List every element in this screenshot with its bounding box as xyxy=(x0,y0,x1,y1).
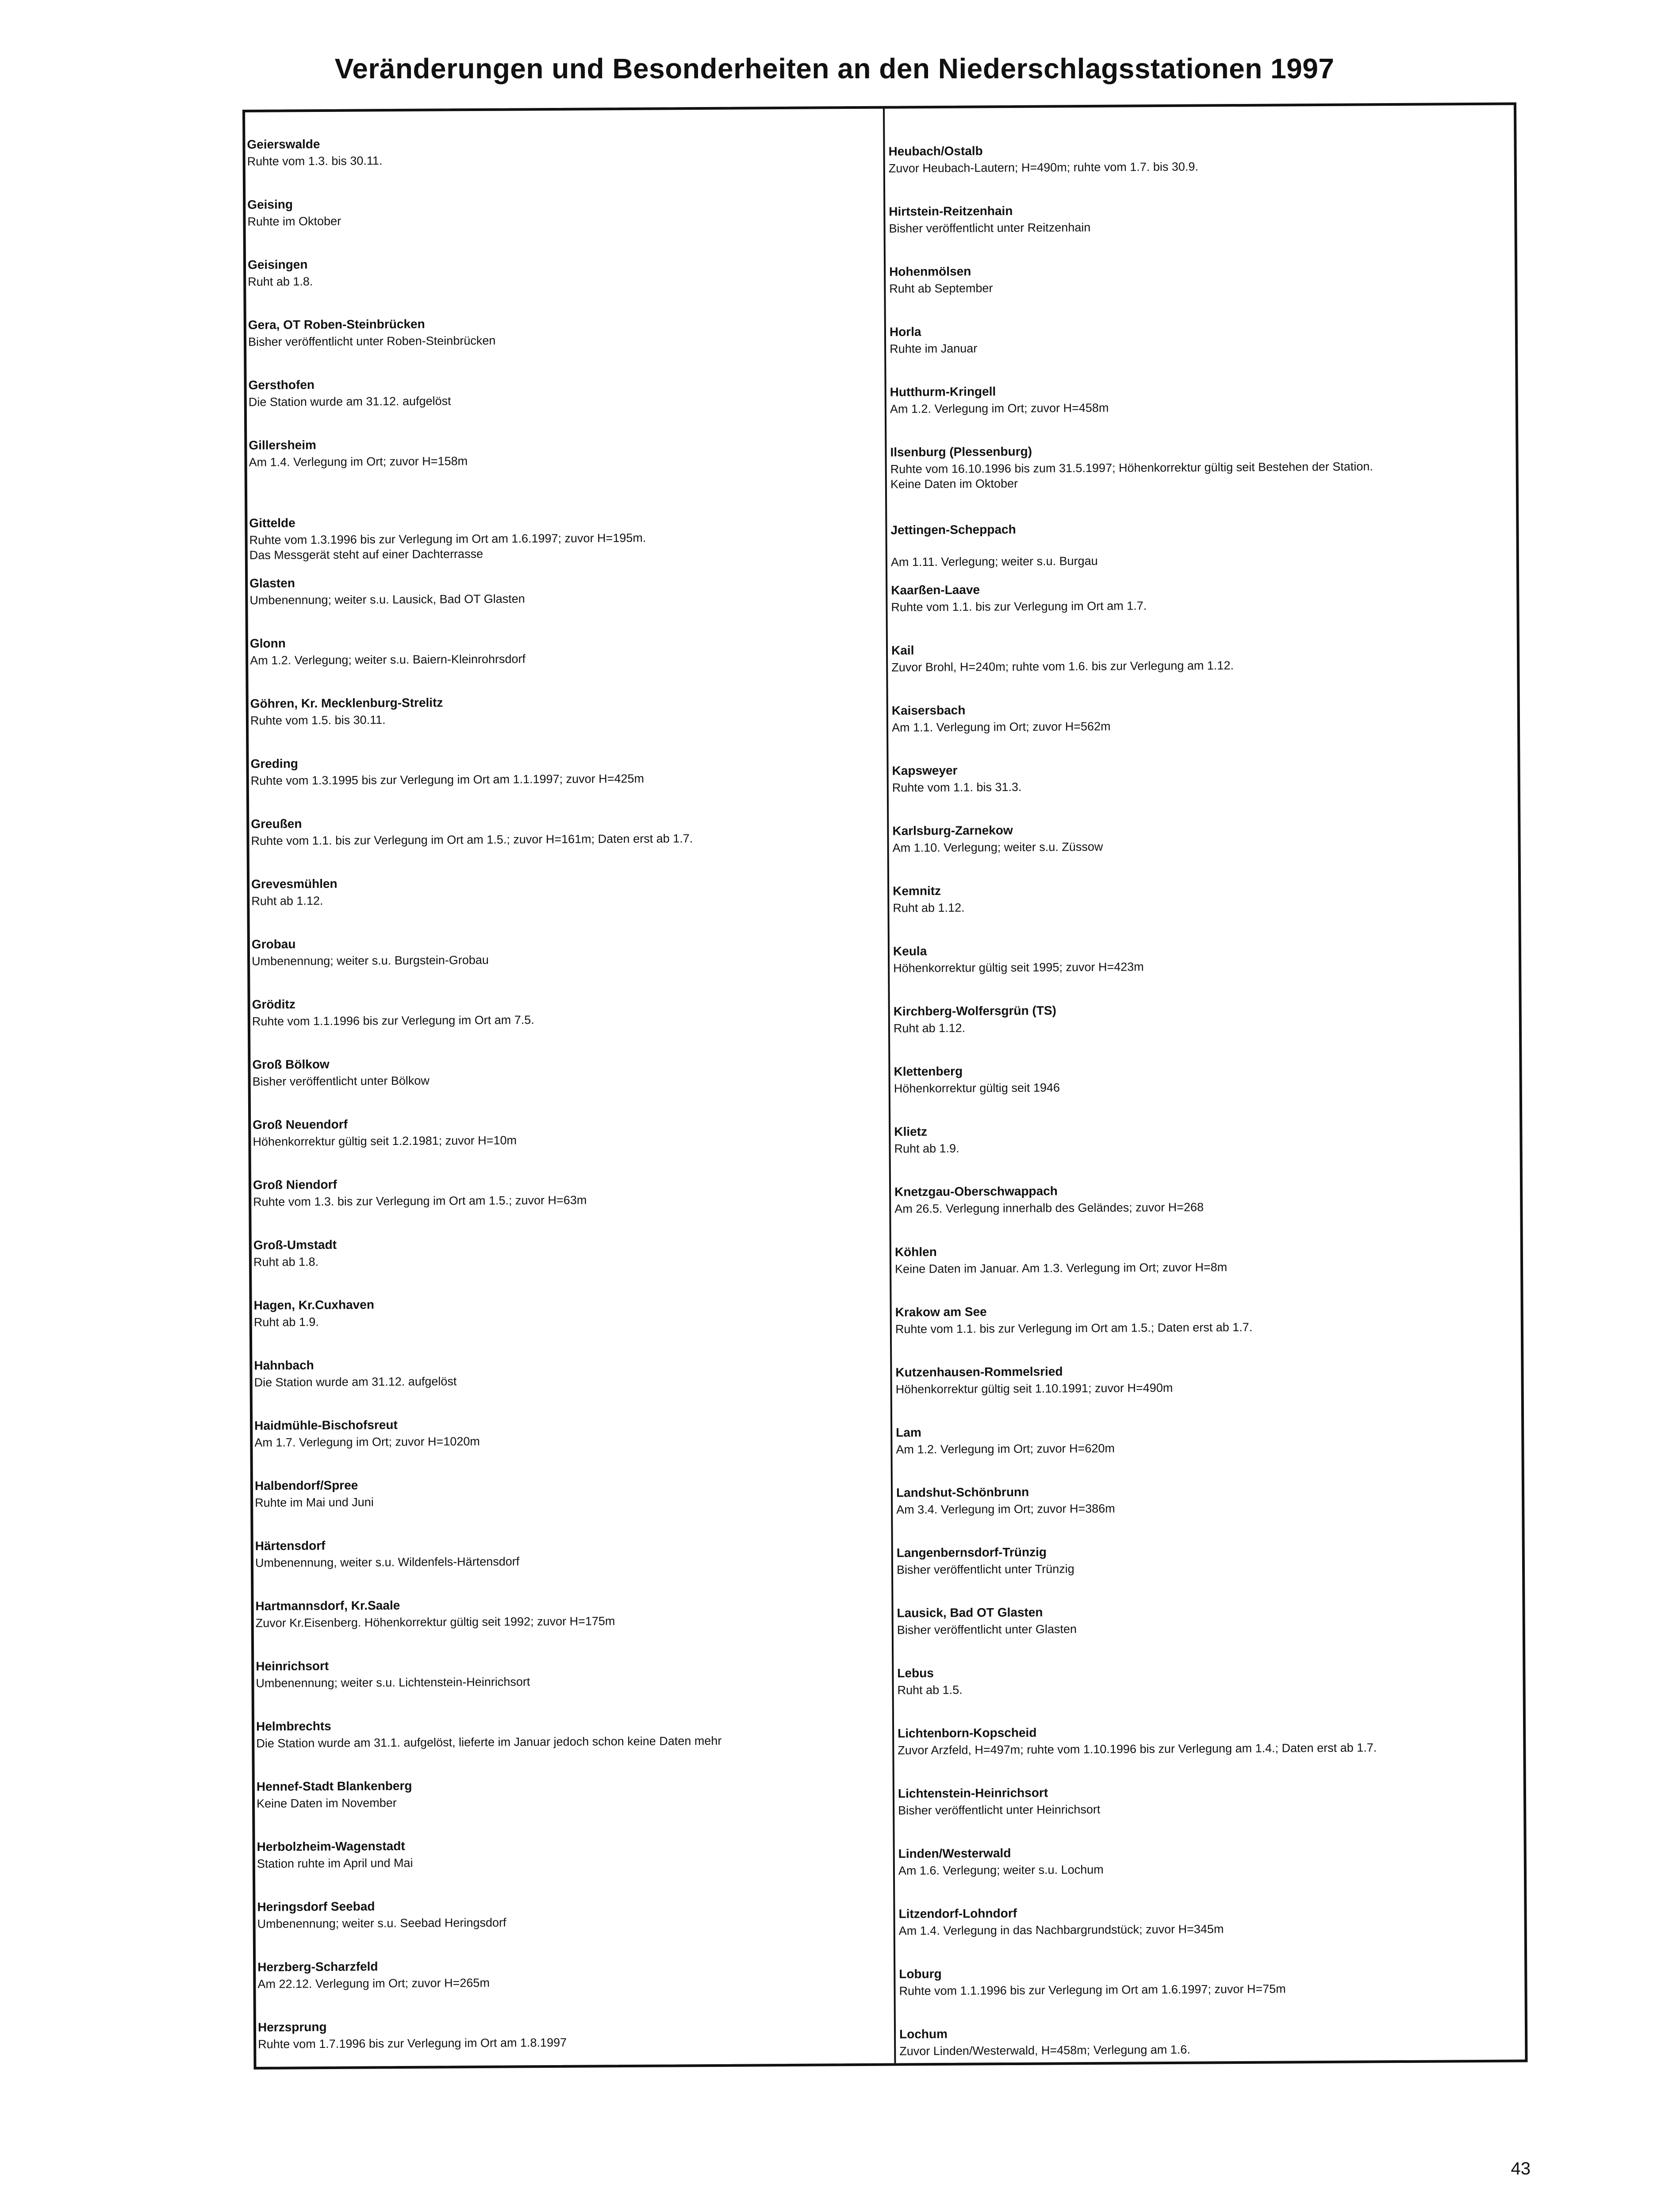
station-note: Am 1.2. Verlegung im Ort; zuvor H=620m xyxy=(896,1441,1115,1456)
station-name: Kaarßen-Laave xyxy=(891,583,980,597)
station-name: Geising xyxy=(247,197,293,211)
station-note: Am 1.7. Verlegung im Ort; zuvor H=1020m xyxy=(254,1434,480,1449)
station-name: Linden/Westerwald xyxy=(898,1846,1011,1861)
station-name: Jettingen-Scheppach xyxy=(890,522,1016,537)
station-entry xyxy=(898,1720,1523,1784)
station-note: Ruht ab 1.8. xyxy=(248,275,313,288)
station-entry xyxy=(890,439,1516,521)
station-name: Heinrichsort xyxy=(256,1659,329,1673)
station-note: Zuvor Arzfeld, H=497m; ruhte vom 1.10.1996 bis zur Verlegung am 1.4.; Daten erst ab 1.7. xyxy=(898,1741,1377,1757)
station-entry xyxy=(890,517,1516,581)
station-note: Bisher veröffentlicht unter Trünzig xyxy=(896,1562,1074,1577)
station-entry xyxy=(256,1714,892,1778)
station-entry xyxy=(890,379,1516,443)
station-entry xyxy=(894,1119,1520,1183)
station-note: Am 3.4. Verlegung im Ort; zuvor H=386m xyxy=(896,1502,1115,1517)
station-entry xyxy=(890,319,1516,383)
station-note: Ruhte vom 16.10.1996 bis zum 31.5.1997; Höhenkorrektur gültig seit Bestehen der Station. Keine Daten im Oktober xyxy=(890,460,1373,491)
station-name: Hagen, Kr.Cuxhaven xyxy=(253,1298,374,1312)
station-name: Hartmannsdorf, Kr.Saale xyxy=(255,1598,400,1613)
station-note: Ruhte vom 1.3.1996 bis zur Verlegung im Ort am 1.6.1997; zuvor H=195m. Das Messgerät steht auf einer Dachterrasse xyxy=(249,531,646,562)
station-entry xyxy=(895,1359,1521,1423)
station-name: Gera, OT Roben-Steinbrücken xyxy=(248,317,425,332)
station-entry xyxy=(897,1660,1523,1724)
station-name: Hohenmölsen xyxy=(889,264,971,279)
station-note: Am 1.1. Verlegung im Ort; zuvor H=562m xyxy=(891,719,1111,734)
right-column xyxy=(885,105,1525,2063)
station-entry xyxy=(253,1233,889,1296)
station-note: Höhenkorrektur gültig seit 1.2.1981; zuvor H=10m xyxy=(253,1133,517,1148)
page-title: Veränderungen und Besonderheiten an den Niederschlagsstationen 1997 xyxy=(334,53,1335,84)
station-name: Gillersheim xyxy=(249,438,316,452)
station-note: Ruht ab 1.12. xyxy=(893,1021,966,1035)
station-note: Die Station wurde am 31.1. aufgelöst, lieferte im Januar jedoch schon keine Daten mehr xyxy=(256,1734,722,1750)
station-note: Höhenkorrektur gültig seit 1.10.1991; zuvor H=490m xyxy=(895,1381,1173,1396)
station-entry xyxy=(895,1239,1521,1303)
station-entry xyxy=(253,1112,888,1176)
station-entry xyxy=(250,631,886,695)
station-name: Geisingen xyxy=(247,257,308,272)
station-entry xyxy=(255,1473,890,1537)
station-entry xyxy=(257,1955,893,2018)
station-name: Grobau xyxy=(251,937,296,951)
station-name: Glonn xyxy=(249,636,286,650)
station-name: Grevesmühlen xyxy=(251,876,338,891)
station-note: Die Station wurde am 31.12. aufgelöst xyxy=(254,1375,457,1389)
station-name: Langenbernsdorf-Trünzig xyxy=(896,1545,1047,1560)
left-column xyxy=(245,109,893,2067)
station-entry xyxy=(898,1901,1524,1965)
station-name: Kaisersbach xyxy=(891,703,966,718)
station-note: Ruhte im Januar xyxy=(890,342,978,356)
station-note: Ruht ab 1.12. xyxy=(893,901,965,915)
station-note: Ruhte vom 1.7.1996 bis zur Verlegung im Ort am 1.8.1997 xyxy=(258,2035,567,2051)
station-note: Ruhte im Oktober xyxy=(247,214,341,228)
station-name: Hennef-Stadt Blankenberg xyxy=(256,1778,412,1793)
station-name: Hutthurm-Kringell xyxy=(890,384,996,399)
station-note: Höhenkorrektur gültig seit 1946 xyxy=(894,1081,1060,1095)
station-note: Ruht ab 1.8. xyxy=(253,1255,319,1269)
station-name: Halbendorf/Spree xyxy=(254,1478,358,1493)
station-note: Zuvor Heubach-Lautern; H=490m; ruhte vom 1.7. bis 30.9. xyxy=(888,160,1199,175)
station-note: Ruht ab 1.9. xyxy=(253,1315,319,1329)
station-name: Heringsdorf Seebad xyxy=(257,1899,375,1914)
station-entry xyxy=(247,192,883,256)
station-entry xyxy=(256,1654,891,1717)
station-note: Am 26.5. Verlegung innerhalb des Geländes; zuvor H=268 xyxy=(894,1200,1204,1216)
station-name: Loburg xyxy=(899,1966,942,1981)
station-entry xyxy=(252,1052,888,1116)
station-name: Ilsenburg (Plessenburg) xyxy=(890,444,1032,459)
station-name: Lausick, Bad OT Glasten xyxy=(897,1605,1043,1620)
station-entry xyxy=(898,1841,1524,1905)
station-entry xyxy=(891,637,1517,701)
station-note: Bisher veröffentlicht unter Heinrichsort xyxy=(898,1802,1101,1817)
station-entry xyxy=(249,571,885,634)
station-entry xyxy=(892,758,1518,822)
station-entry xyxy=(257,1774,892,1838)
station-name: Lam xyxy=(896,1425,921,1440)
station-name: Gersthofen xyxy=(248,378,315,392)
station-note: Am 1.11. Verlegung; weiter s.u. Burgau xyxy=(890,540,1098,569)
station-entry xyxy=(893,878,1519,942)
station-entry xyxy=(894,1059,1519,1122)
station-note: Ruhte vom 1.5. bis 30.11. xyxy=(250,713,386,727)
station-entry xyxy=(248,373,884,436)
station-note: Keine Daten im Januar. Am 1.3. Verlegung im Ort; zuvor H=8m xyxy=(895,1260,1228,1276)
station-entry xyxy=(889,259,1515,323)
station-note: Ruhte vom 1.3. bis zur Verlegung im Ort am 1.5.; zuvor H=63m xyxy=(253,1193,587,1209)
station-note: Am 1.2. Verlegung; weiter s.u. Baiern-Kleinrohrsdorf xyxy=(250,652,526,667)
station-name: Geierswalde xyxy=(247,137,320,151)
station-name: Härtensdorf xyxy=(255,1538,326,1553)
station-note: Zuvor Linden/Westerwald, H=458m; Verlegung am 1.6. xyxy=(899,2043,1191,2058)
station-note: Ruhte vom 1.1. bis zur Verlegung im Ort am 1.5.; zuvor H=161m; Daten erst ab 1.7. xyxy=(251,832,693,848)
station-entry xyxy=(251,811,886,875)
station-note: Ruht ab 1.12. xyxy=(251,894,323,908)
station-note: Umbenennung; weiter s.u. Lichtenstein-Heinrichsort xyxy=(256,1675,530,1690)
station-name: Herzsprung xyxy=(257,2020,327,2034)
station-note: Ruht ab 1.5. xyxy=(897,1683,963,1697)
station-entry xyxy=(249,511,885,574)
station-name: Knetzgau-Oberschwappach xyxy=(894,1184,1058,1199)
station-note: Ruhte vom 1.1. bis 31.3. xyxy=(892,780,1022,795)
station-note: Bisher veröffentlicht unter Reitzenhain xyxy=(889,220,1091,235)
station-name: Göhren, Kr. Mecklenburg-Strelitz xyxy=(250,695,443,710)
station-entry xyxy=(247,132,882,196)
station-entry xyxy=(250,691,886,755)
station-entry xyxy=(252,932,887,995)
station-name: Lochum xyxy=(899,2027,948,2041)
station-note: Umbenennung; weiter s.u. Seebad Heringsdorf xyxy=(257,1916,506,1931)
station-entry xyxy=(892,818,1518,882)
station-entry xyxy=(897,1540,1523,1604)
station-name: Greußen xyxy=(251,817,302,831)
station-note: Ruhte vom 1.1.1996 bis zur Verlegung im Ort am 7.5. xyxy=(252,1013,534,1028)
station-table xyxy=(242,102,1527,2070)
station-note: Bisher veröffentlicht unter Bölkow xyxy=(252,1074,430,1088)
station-entry xyxy=(255,1594,891,1657)
station-entry xyxy=(893,938,1519,1002)
station-note: Ruhte vom 1.3. bis 30.11. xyxy=(247,154,383,168)
station-name: Groß Niendorf xyxy=(253,1177,337,1192)
station-name: Helmbrechts xyxy=(256,1719,331,1733)
station-entry xyxy=(891,577,1517,641)
station-note: Ruhte im Mai und Juni xyxy=(255,1495,374,1509)
station-name: Gittelde xyxy=(249,516,295,530)
station-note: Bisher veröffentlicht unter Glasten xyxy=(897,1622,1077,1637)
station-name: Groß Neuendorf xyxy=(253,1117,348,1132)
station-entry xyxy=(251,872,887,935)
station-entry xyxy=(897,1600,1523,1664)
station-entry xyxy=(257,1834,892,1898)
station-entry xyxy=(249,433,884,514)
station-name: Horla xyxy=(889,325,921,339)
station-name: Kirchberg-Wolfersgrün (TS) xyxy=(893,1003,1057,1018)
station-entry xyxy=(889,199,1515,262)
station-name: Hahnbach xyxy=(254,1358,314,1372)
station-name: Groß Bölkow xyxy=(252,1057,330,1071)
station-note: Am 1.2. Verlegung im Ort; zuvor H=458m xyxy=(890,401,1109,416)
station-name: Groß-Umstadt xyxy=(253,1237,337,1252)
station-note: Höhenkorrektur gültig seit 1995; zuvor H=423m xyxy=(893,960,1144,975)
station-note: Ruhte vom 1.1. bis zur Verlegung im Ort am 1.5.; Daten erst ab 1.7. xyxy=(895,1320,1253,1336)
station-entry xyxy=(892,698,1518,761)
station-entry xyxy=(258,2015,894,2078)
station-entry xyxy=(255,1533,891,1597)
station-note: Umbenennung; weiter s.u. Lausick, Bad OT Glasten xyxy=(249,592,525,607)
station-name: Gröditz xyxy=(252,997,295,1011)
station-name: Herbolzheim-Wagenstadt xyxy=(257,1839,405,1854)
station-name: Glasten xyxy=(249,576,295,590)
station-name: Greding xyxy=(250,757,298,771)
station-note: Bisher veröffentlicht unter Roben-Steinbrücken xyxy=(248,334,496,349)
station-name: Hirtstein-Reitzenhain xyxy=(889,204,1013,219)
station-entry xyxy=(252,992,888,1056)
station-entry xyxy=(898,1781,1524,1844)
station-name: Krakow am See xyxy=(895,1305,987,1319)
station-entry xyxy=(257,1894,893,1958)
station-name: Haidmühle-Bischofsreut xyxy=(254,1418,398,1432)
station-note: Ruhte vom 1.1. bis zur Verlegung im Ort am 1.7. xyxy=(891,599,1147,614)
station-name: Klietz xyxy=(894,1125,928,1139)
station-name: Kail xyxy=(891,643,914,657)
station-name: Landshut-Schönbrunn xyxy=(896,1485,1029,1500)
station-entry xyxy=(896,1480,1522,1544)
station-note: Am 1.6. Verlegung; weiter s.u. Lochum xyxy=(898,1863,1104,1878)
station-name: Kemnitz xyxy=(893,883,941,898)
station-note: Keine Daten im November xyxy=(256,1796,397,1810)
station-entry xyxy=(894,998,1519,1062)
station-note: Die Station wurde am 31.12. aufgelöst xyxy=(248,394,451,409)
station-entry xyxy=(250,751,886,815)
station-entry xyxy=(254,1413,890,1477)
station-note: Zuvor Brohl, H=240m; ruhte vom 1.6. bis zur Verlegung am 1.12. xyxy=(891,659,1234,674)
station-note: Ruhte vom 1.1.1996 bis zur Verlegung im Ort am 1.6.1997; zuvor H=75m xyxy=(899,1982,1286,1998)
station-name: Karlsburg-Zarnekow xyxy=(892,823,1013,838)
station-name: Klettenberg xyxy=(894,1064,963,1079)
station-name: Lichtenstein-Heinrichsort xyxy=(898,1786,1048,1801)
station-note: Am 1.10. Verlegung; weiter s.u. Züssow xyxy=(892,840,1103,855)
station-entry xyxy=(894,1179,1520,1243)
station-name: Keula xyxy=(893,944,927,958)
station-name: Köhlen xyxy=(894,1245,937,1259)
station-note: Zuvor Kr.Eisenberg. Höhenkorrektur gültig seit 1992; zuvor H=175m xyxy=(255,1614,615,1630)
station-name: Kutzenhausen-Rommelsried xyxy=(895,1364,1063,1379)
station-note: Ruht ab 1.9. xyxy=(894,1141,959,1156)
station-note: Umbenennung, weiter s.u. Wildenfels-Härtensdorf xyxy=(255,1555,520,1570)
station-entry xyxy=(888,138,1514,202)
station-note: Ruhte vom 1.3.1995 bis zur Verlegung im Ort am 1.1.1997; zuvor H=425m xyxy=(250,772,645,787)
station-note: Am 22.12. Verlegung im Ort; zuvor H=265m xyxy=(257,1976,490,1991)
station-note: Station ruhte im April und Mai xyxy=(257,1856,413,1870)
station-name: Herzberg-Scharzfeld xyxy=(257,1959,378,1974)
station-entry xyxy=(248,252,883,316)
station-name: Heubach/Ostalb xyxy=(888,144,983,158)
station-entry xyxy=(899,2021,1525,2085)
station-name: Lebus xyxy=(897,1666,934,1680)
page-number: 43 xyxy=(1511,2159,1531,2178)
station-note: Am 1.4. Verlegung in das Nachbargrundstück; zuvor H=345m xyxy=(898,1922,1224,1938)
station-entry xyxy=(248,312,884,376)
station-entry xyxy=(896,1420,1522,1483)
station-entry xyxy=(254,1353,890,1417)
station-name: Litzendorf-Lohndorf xyxy=(898,1906,1017,1921)
station-entry xyxy=(253,1172,889,1236)
station-entry xyxy=(899,1961,1525,2025)
station-note: Am 1.4. Verlegung im Ort; zuvor H=158m xyxy=(249,454,468,469)
station-name: Lichtenborn-Kopscheid xyxy=(898,1725,1037,1740)
station-note: Ruht ab September xyxy=(889,281,993,296)
station-entry xyxy=(895,1299,1521,1363)
station-note: Umbenennung; weiter s.u. Burgstein-Grobau xyxy=(252,953,489,968)
station-name: Kapsweyer xyxy=(892,763,958,778)
station-entry xyxy=(253,1293,889,1356)
